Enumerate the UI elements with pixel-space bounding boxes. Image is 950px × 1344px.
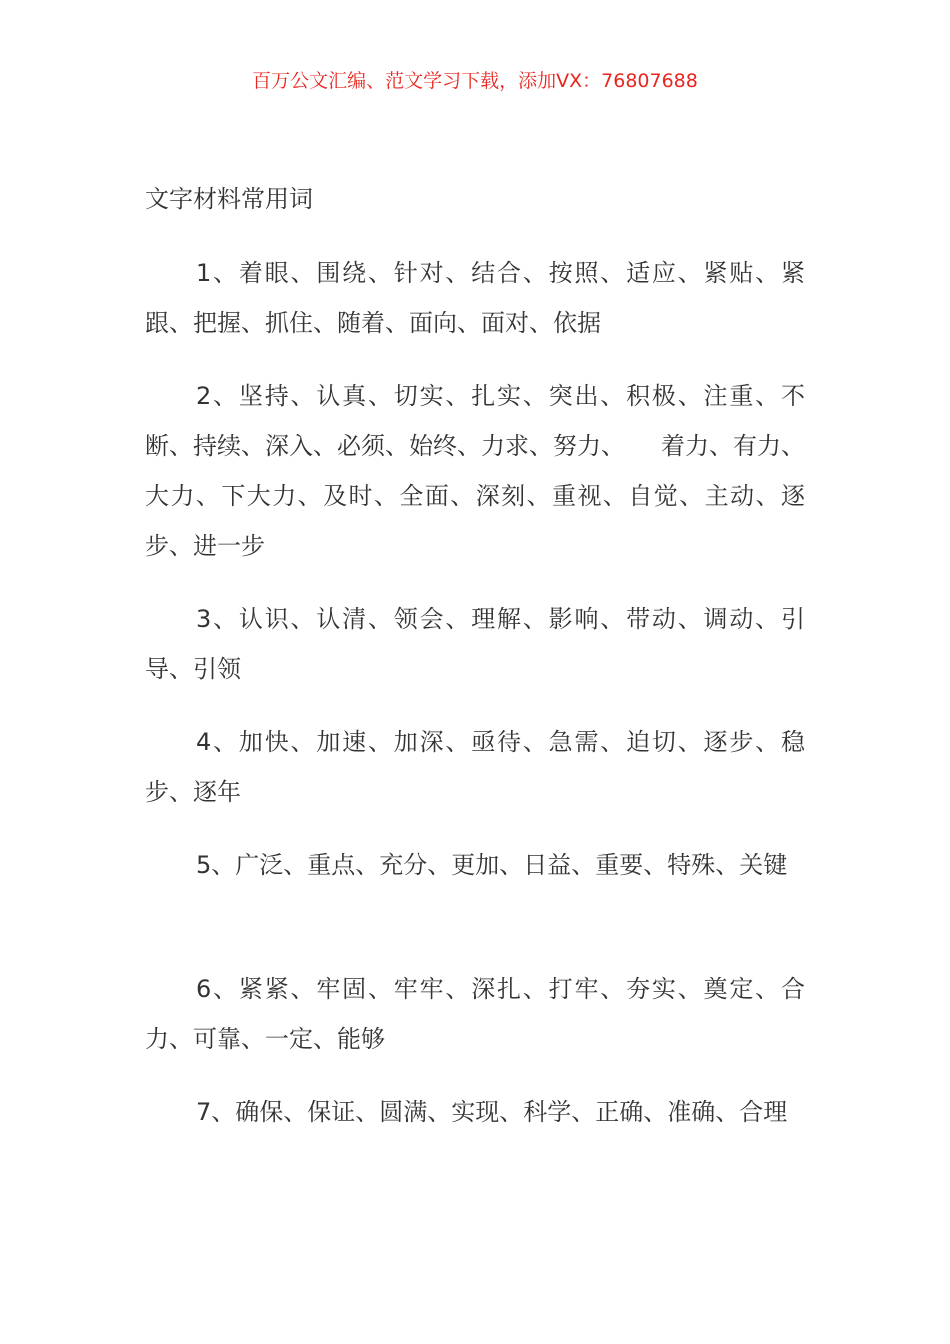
paragraph-6: 6、紧紧、牢固、牢牢、深扎、打牢、夯实、奠定、合力、可靠、一定、能够: [145, 975, 805, 1053]
paragraph-5: 5、广泛、重点、充分、更加、日益、重要、特殊、关键: [196, 851, 788, 879]
paragraph-7: 7、确保、保证、圆满、实现、科学、正确、准确、合理: [196, 1098, 788, 1126]
document-title: 文字材料常用词: [145, 185, 313, 213]
paragraph-4: 4、加快、加速、加深、亟待、急需、迫切、逐步、稳步、逐年: [145, 728, 805, 806]
paragraph-1: 1、着眼、围绕、针对、结合、按照、适应、紧贴、紧跟、把握、抓住、随着、面向、面对、依据: [145, 259, 805, 337]
paragraph-3: 3、认识、认清、领会、理解、影响、带动、调动、引导、引领: [145, 605, 805, 683]
header-promo-note: 百万公文汇编、范文学习下载，添加VX：76807688: [252, 70, 698, 92]
paragraph-2: 2、坚持、认真、切实、扎实、突出、积极、注重、不断、持续、深入、必须、始终、力求、努力、 着力、有力、大力、下大力、及时、全面、深刻、重视、自觉、主动、逐步、进一步: [145, 382, 805, 560]
